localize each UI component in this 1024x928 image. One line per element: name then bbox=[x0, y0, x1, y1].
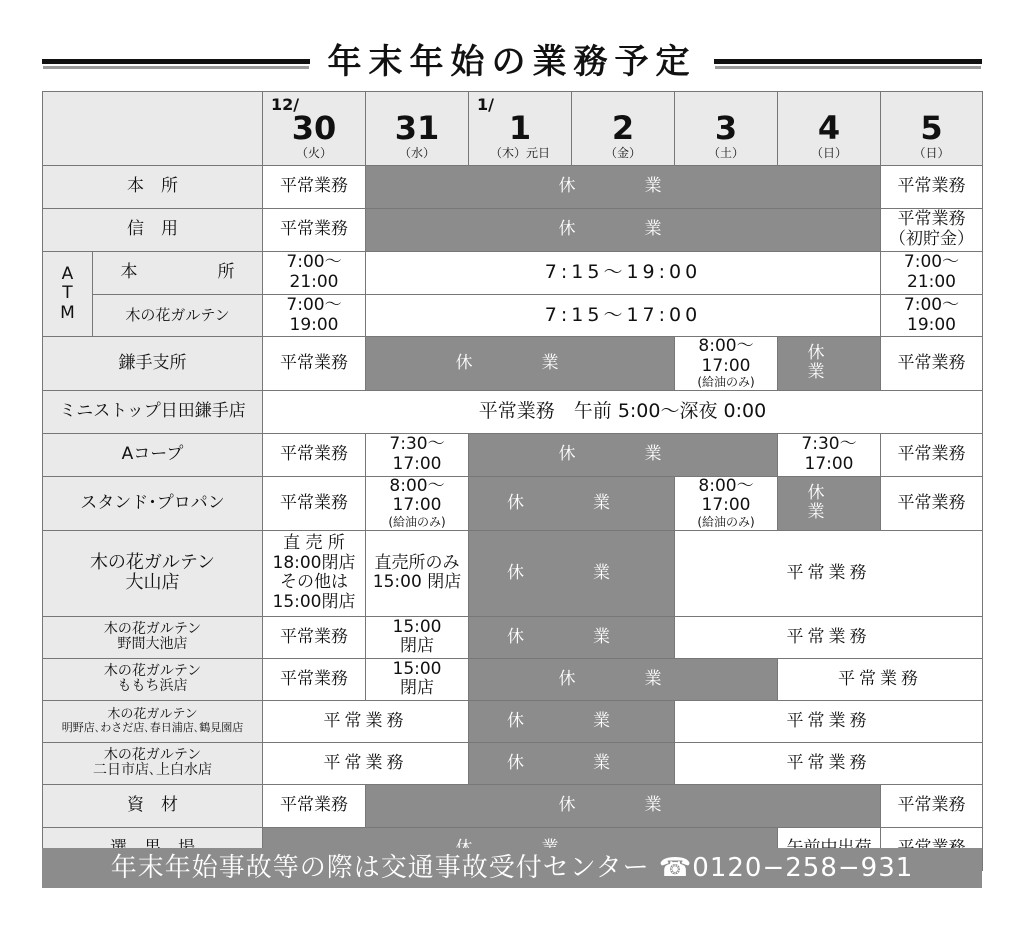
row-oyama bbox=[43, 530, 983, 616]
date-col-2: 2 （金） bbox=[572, 92, 675, 166]
cell-d5: 7:00～19:00 bbox=[881, 295, 983, 337]
row-label: 信 用 bbox=[43, 209, 263, 252]
cell-closed: 休 業 bbox=[469, 530, 675, 616]
page-title: 年末年始の業務予定 bbox=[327, 42, 697, 82]
cell-d5: 平常業務（初貯金） bbox=[881, 209, 983, 252]
row-label: 木の花ガルテン 野間大池店 bbox=[43, 616, 263, 658]
cell-rest: 平常業務 bbox=[675, 742, 983, 784]
schedule-table bbox=[42, 91, 983, 871]
row-label: Aコープ bbox=[43, 433, 263, 476]
cell-d5: 平常業務 bbox=[881, 433, 983, 476]
date-col-3: 3 （土） bbox=[675, 92, 778, 166]
cell-rest: 平常業務 bbox=[675, 530, 983, 616]
cell-all: 平常業務 午前 5:00～深夜 0:00 bbox=[263, 390, 983, 433]
cell-closed: 休 業 bbox=[469, 742, 675, 784]
row-acoop bbox=[43, 433, 983, 476]
cell-d30: 平常業務 bbox=[263, 209, 366, 252]
row-label: 木の花ガルテン bbox=[93, 295, 263, 337]
title-rule-right bbox=[714, 59, 982, 64]
cell-d30: 平常業務 bbox=[263, 784, 366, 827]
cell-d3: 8:00～17:00 (給油のみ) bbox=[675, 476, 778, 530]
row-shizai bbox=[43, 784, 983, 827]
cell-closed: 休 業 bbox=[366, 166, 881, 209]
row-stand bbox=[43, 476, 983, 530]
row-label: 資 材 bbox=[43, 784, 263, 827]
cell-d5: 7:00～21:00 bbox=[881, 252, 983, 295]
row-label: 本 所 bbox=[93, 252, 263, 295]
date-col-5: 5 （日） bbox=[881, 92, 983, 166]
row-label: 鎌手支所 bbox=[43, 337, 263, 391]
row-honsho bbox=[43, 166, 983, 209]
cell-closed: 休 業 bbox=[778, 337, 881, 391]
header-corner bbox=[43, 92, 263, 166]
cell-closed: 休 業 bbox=[469, 658, 778, 700]
cell-closed: 休 業 bbox=[366, 209, 881, 252]
cell-rest: 平常業務 bbox=[675, 700, 983, 742]
cell-closed: 休 業 bbox=[366, 784, 881, 827]
cell-first: 平常業務 bbox=[263, 700, 469, 742]
cell-d30: 直 売 所 18:00閉店 その他は 15:00閉店 bbox=[263, 530, 366, 616]
date-col-1: 1/ 1 （木）元日 bbox=[469, 92, 572, 166]
cell-d5: 平常業務 bbox=[881, 166, 983, 209]
cell-d5: 平常業務 bbox=[881, 337, 983, 391]
row-atm-garten bbox=[43, 295, 983, 337]
cell-d30: 平常業務 bbox=[263, 337, 366, 391]
cell-d30: 平常業務 bbox=[263, 166, 366, 209]
date-col-4: 4 （日） bbox=[778, 92, 881, 166]
cell-d5: 平常業務 bbox=[881, 476, 983, 530]
cell-d31: 15:00 閉店 bbox=[366, 658, 469, 700]
date-col-31: 31 （水） bbox=[366, 92, 469, 166]
atm-label: ATM bbox=[43, 252, 93, 337]
row-label: 木の花ガルテン ももち浜店 bbox=[43, 658, 263, 700]
row-kamate bbox=[43, 337, 983, 391]
cell-first: 平常業務 bbox=[263, 742, 469, 784]
row-meino bbox=[43, 700, 983, 742]
cell-closed: 休 業 bbox=[366, 337, 675, 391]
cell-d30: 7:00～19:00 bbox=[263, 295, 366, 337]
cell-mid: 7:15～17:00 bbox=[366, 295, 881, 337]
cell-d31: 15:00 閉店 bbox=[366, 616, 469, 658]
cell-closed: 休 業 bbox=[778, 476, 881, 530]
cell-closed: 休 業 bbox=[469, 433, 778, 476]
row-shinyo bbox=[43, 209, 983, 252]
date-col-30: 12/ 30 （火） bbox=[263, 92, 366, 166]
cell-d31: 8:00～17:00 (給油のみ) bbox=[366, 476, 469, 530]
row-label: 木の花ガルテン 明野店､わさだ店､春日浦店､鶴見園店 bbox=[43, 700, 263, 742]
title-bar bbox=[42, 40, 982, 90]
row-momochi bbox=[43, 658, 983, 700]
cell-d31: 直売所のみ 15:00 閉店 bbox=[366, 530, 469, 616]
row-futsuka bbox=[43, 742, 983, 784]
row-label: スタンド･プロパン bbox=[43, 476, 263, 530]
row-label: 木の花ガルテン 大山店 bbox=[43, 530, 263, 616]
date-header-row bbox=[43, 92, 983, 166]
cell-closed: 休 業 bbox=[469, 476, 675, 530]
cell-closed: 休 業 bbox=[469, 700, 675, 742]
cell-mid: 7:15～19:00 bbox=[366, 252, 881, 295]
cell-d31: 7:30～17:00 bbox=[366, 433, 469, 476]
cell-d30: 平常業務 bbox=[263, 476, 366, 530]
row-atm-honsho bbox=[43, 252, 983, 295]
cell-rest: 平常業務 bbox=[675, 616, 983, 658]
cell-d30: 7:00～21:00 bbox=[263, 252, 366, 295]
cell-rest: 平常業務 bbox=[778, 658, 983, 700]
row-label: 木の花ガルテン 二日市店､上白水店 bbox=[43, 742, 263, 784]
cell-d30: 平常業務 bbox=[263, 616, 366, 658]
cell-closed: 休 業 bbox=[469, 616, 675, 658]
cell-d4: 7:30～17:00 bbox=[778, 433, 881, 476]
cell-d30: 平常業務 bbox=[263, 433, 366, 476]
cell-d30: 平常業務 bbox=[263, 658, 366, 700]
accident-hotline-banner: 年末年始事故等の際は交通事故受付センター ☎0120−258−931 bbox=[42, 848, 982, 888]
row-noma bbox=[43, 616, 983, 658]
cell-d5: 平常業務 bbox=[881, 784, 983, 827]
row-ministop bbox=[43, 390, 983, 433]
cell-d3: 8:00～17:00 (給油のみ) bbox=[675, 337, 778, 391]
row-label: ミニストップ日田鎌手店 bbox=[43, 390, 263, 433]
row-label: 本 所 bbox=[43, 166, 263, 209]
